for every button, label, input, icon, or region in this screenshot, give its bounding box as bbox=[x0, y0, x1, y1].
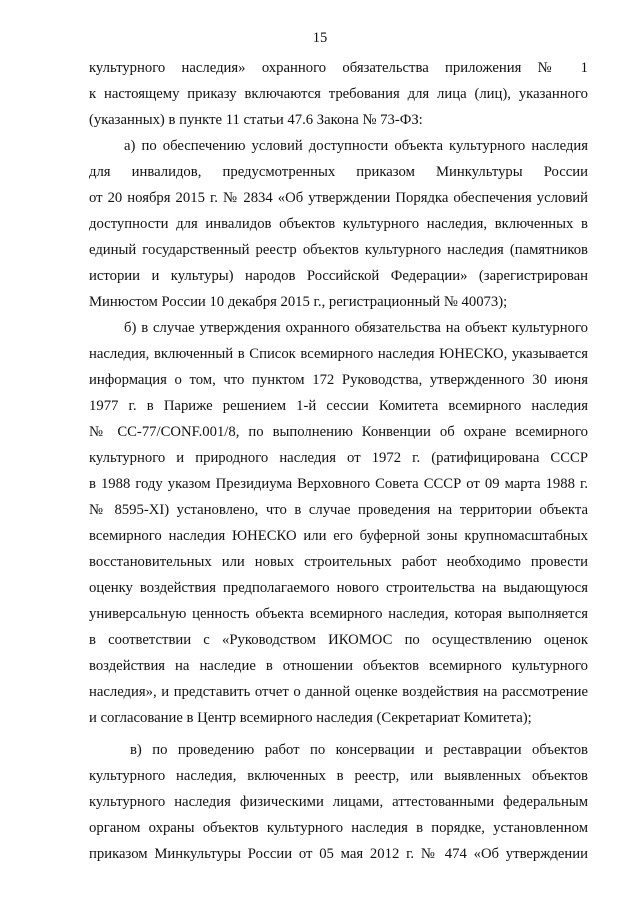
page-number: 15 bbox=[312, 30, 328, 46]
text-line: истории и культуры) народов Российской Федерации» (зарегистрирован bbox=[89, 268, 588, 284]
text-line: наследия, включенный в Список всемирного наследия ЮНЕСКО, указывается bbox=[89, 346, 588, 362]
text-line: информация о том, что пунктом 172 Руководства, утвержденного 30 июня bbox=[89, 372, 588, 388]
text-line: универсальную ценность объекта всемирного наследия, которая выполняется bbox=[89, 606, 588, 622]
text-line: оценку воздействия предполагаемого нового строительства на выдающуюся bbox=[89, 580, 588, 596]
text-line: Минюстом России 10 декабря 2015 г., регистрационный № 40073); bbox=[89, 294, 508, 310]
text-line: культурного наследия, включенных в реестр, или выявленных объектов bbox=[89, 768, 588, 784]
text-line: культурного наследия» охранного обязательства приложения № 1 bbox=[89, 60, 588, 76]
text-line: единый государственный реестр объектов культурного наследия (памятников bbox=[89, 242, 588, 258]
text-line: (указанных) в пункте 11 статьи 47.6 Закона № 73-ФЗ: bbox=[89, 112, 423, 128]
text-line: б) в случае утверждения охранного обязательства на объект культурного bbox=[124, 320, 588, 336]
text-line: восстановительных или новых строительных работ необходимо провести bbox=[89, 554, 588, 570]
text-line: культурного наследия физическими лицами, аттестованными федеральным bbox=[89, 794, 588, 810]
text-line: 1977 г. в Париже решением 1-й сессии Комитета всемирного наследия bbox=[89, 398, 588, 414]
text-line: для инвалидов, предусмотренных приказом Минкультуры России bbox=[89, 164, 588, 180]
text-line: № 8595-XI) установлено, что в случае проведения на территории объекта bbox=[89, 502, 588, 518]
text-line: к настоящему приказу включаются требования для лица (лиц), указанного bbox=[89, 86, 588, 102]
text-line: приказом Минкультуры России от 05 мая 2012 г. № 474 «Об утверждении bbox=[89, 846, 588, 862]
text-line: в соответствии с «Руководством ИКОМОС по осуществлению оценок bbox=[89, 632, 588, 648]
text-line: в) по проведению работ по консервации и реставрации объектов bbox=[130, 742, 588, 758]
text-line: а) по обеспечению условий доступности объекта культурного наследия bbox=[124, 138, 588, 154]
text-line: от 20 ноября 2015 г. № 2834 «Об утверждении Порядка обеспечения условий bbox=[89, 190, 588, 206]
text-line: всемирного наследия ЮНЕСКО или его буферной зоны крупномасштабных bbox=[89, 528, 588, 544]
text-line: доступности для инвалидов объектов культурного наследия, включенных в bbox=[89, 216, 588, 232]
text-line: и согласование в Центр всемирного наследия (Секретариат Комитета); bbox=[89, 710, 532, 726]
text-line: культурного и природного наследия от 1972 г. (ратифицирована СССР bbox=[89, 450, 588, 466]
text-line: наследия», и представить отчет о данной оценке воздействия на рассмотрение bbox=[89, 684, 588, 700]
text-line: воздействия на наследие в отношении объектов всемирного культурного bbox=[89, 658, 588, 674]
text-line: в 1988 году указом Президиума Верховного Совета СССР от 09 марта 1988 г. bbox=[89, 476, 588, 492]
text-line: № СС-77/CONF.001/8, по выполнению Конвенции об охране всемирного bbox=[89, 424, 588, 440]
text-line: органом охраны объектов культурного наследия в порядке, установленном bbox=[89, 820, 588, 836]
